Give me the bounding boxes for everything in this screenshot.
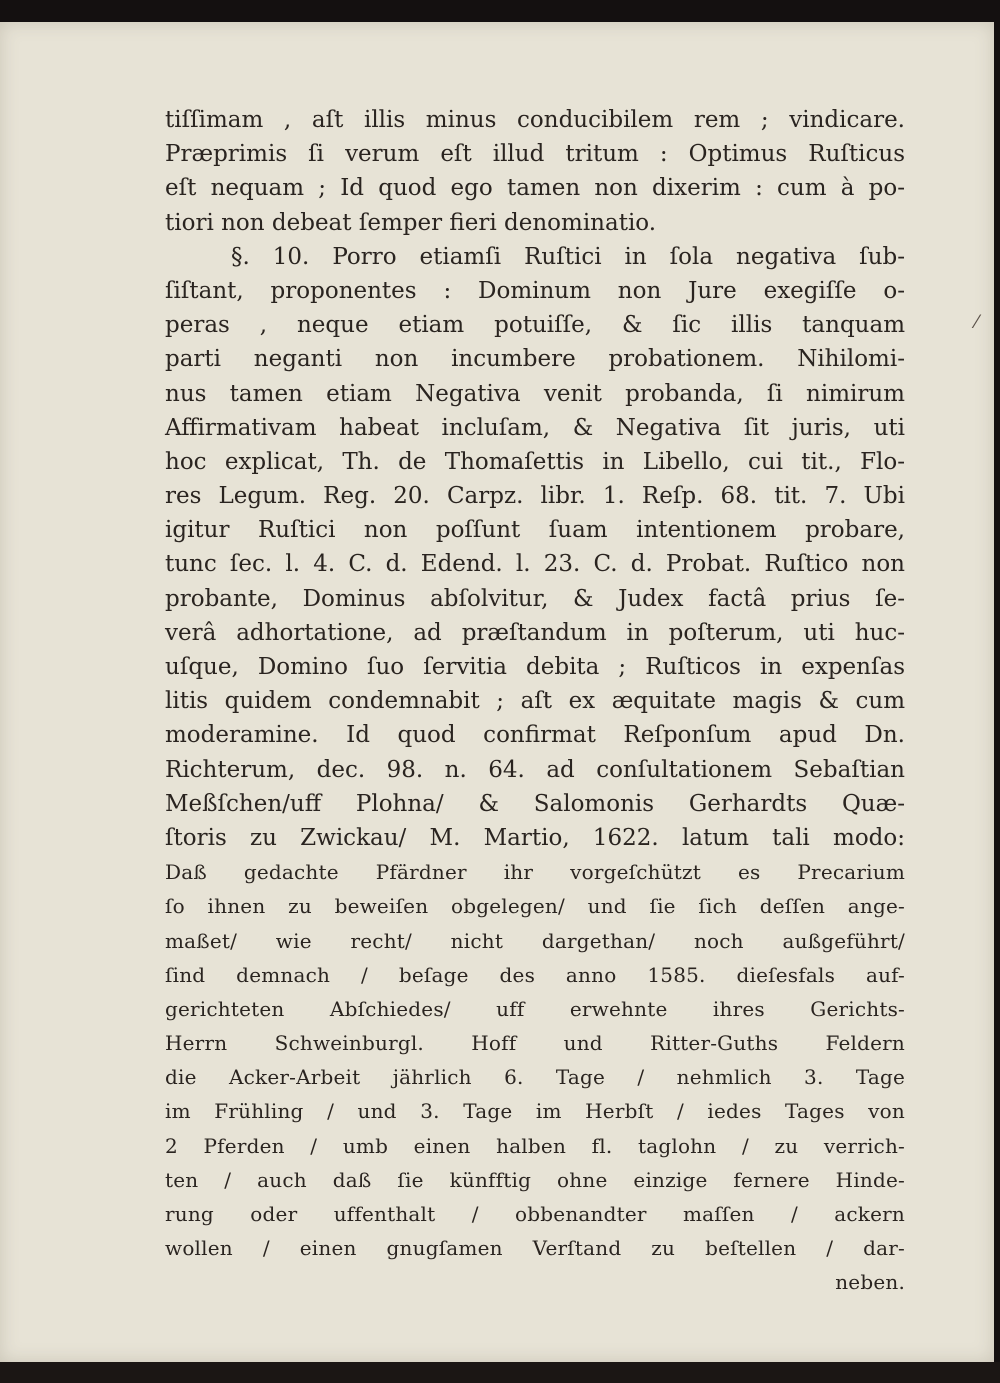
text-line: Affirmativam habeat incluſam, & Negativa ſit juris, uti <box>165 414 905 441</box>
text-line: tunc ſec. l. 4. C. d. Edend. l. 23. C. d. Probat. Ruſtico non <box>165 551 905 578</box>
text-line: tiſſimam , aſt illis minus conducibilem rem ; vindicare. <box>165 107 905 133</box>
text-line: parti neganti non incumbere probationem. Nihilomi- <box>165 346 905 373</box>
text-line: tiori non debeat ſemper fieri denominatio. <box>165 209 657 236</box>
text-line: eſt nequam ; Id quod ego tamen non dixerim : cum à po- <box>165 175 905 202</box>
scan-border-bottom <box>0 1362 1000 1383</box>
text-line: res Legum. Reg. 20. Carpz. libr. 1. Reſp. 68. tit. 7. Ubi <box>165 483 905 510</box>
fraktur-line: rung oder uffenthalt / obbenandter maſſen / ackern <box>165 1202 905 1226</box>
text-line: uſque, Domino ſuo ſervitia debita ; Ruſticos in expenſas <box>165 654 905 680</box>
fraktur-line: ten / auch daß ſie künfftig ohne einzige fernere Hinde- <box>165 1167 905 1192</box>
scan-border-right <box>994 0 1000 1383</box>
text-line: hoc explicat, Th. de Thomaſettis in Libello, cui tit., Flo- <box>165 448 905 475</box>
fraktur-line: maßet/ wie recht/ nicht dargethan/ noch außgeführt/ <box>165 928 905 953</box>
fraktur-line: wollen / einen gnugſamen Verſtand zu beſtellen / dar- <box>165 1236 905 1261</box>
text-line: Richterum, dec. 98. n. 64. ad conſultationem Sebaſtian <box>165 756 905 783</box>
text-line: moderamine. Id quod confirmat Reſponſum apud Dn. <box>165 722 905 749</box>
text-line: igitur Ruſtici non poſſunt ſuam intentionem probare, <box>165 517 905 544</box>
fraktur-line: 2 Pferden / umb einen halben fl. taglohn / zu verrich- <box>165 1133 905 1158</box>
fraktur-line: die Acker-Arbeit jährlich 6. Tage / nehmlich 3. Tage <box>165 1065 905 1090</box>
fraktur-line: gerichteten Abſchiedes/ uff erwehnte ihres Gerichts- <box>165 996 905 1021</box>
text-line: verâ adhortatione, ad præſtandum in poſterum, uti huc- <box>165 619 905 646</box>
text-line: Meßſchen/uff Plohna/ & Salomonis Gerhardts Quæ- <box>165 790 905 817</box>
text-line: ſtoris zu Zwickau/ M. Martio, 1622. latum tali modo: <box>165 824 905 851</box>
fraktur-line: ſo ihnen zu beweiſen obgelegen/ und ſie ſich deſſen ange- <box>165 894 905 919</box>
text-line: ſiſtant, proponentes : Dominum non Jure exegiſſe o- <box>165 277 905 304</box>
section-heading-line: §. 10. Porro etiamſi Ruſtici in ſola negativa ſub- <box>231 243 905 270</box>
fraktur-line-final: neben. <box>835 1270 905 1295</box>
document-body <box>165 103 905 1300</box>
fraktur-line: Herrn Schweinburgl. Hoff und Ritter-Guths Feldern <box>165 1031 905 1056</box>
margin-mark: ⁄ <box>975 312 979 333</box>
fraktur-line: Daß gedachte Pfärdner ihr vorgeſchützt es Precarium <box>165 860 905 885</box>
fraktur-line: im Frühling / und 3. Tage im Herbſt / iedes Tages von <box>165 1099 905 1124</box>
fraktur-line: ſind demnach / beſage des anno 1585. dieſesfals auf- <box>165 962 905 987</box>
text-line: Præprimis ſi verum eſt illud tritum : Optimus Ruſticus <box>165 141 905 168</box>
text-line: nus tamen etiam Negativa venit probanda, ſi nimirum <box>165 380 905 407</box>
text-line: litis quidem condemnabit ; aſt ex æquitate magis & cum <box>165 688 905 715</box>
text-line: probante, Dominus abſolvitur, & Judex factâ prius ſe- <box>165 585 905 612</box>
text-line: peras , neque etiam potuiſſe, & ſic illis tanquam <box>165 312 905 339</box>
